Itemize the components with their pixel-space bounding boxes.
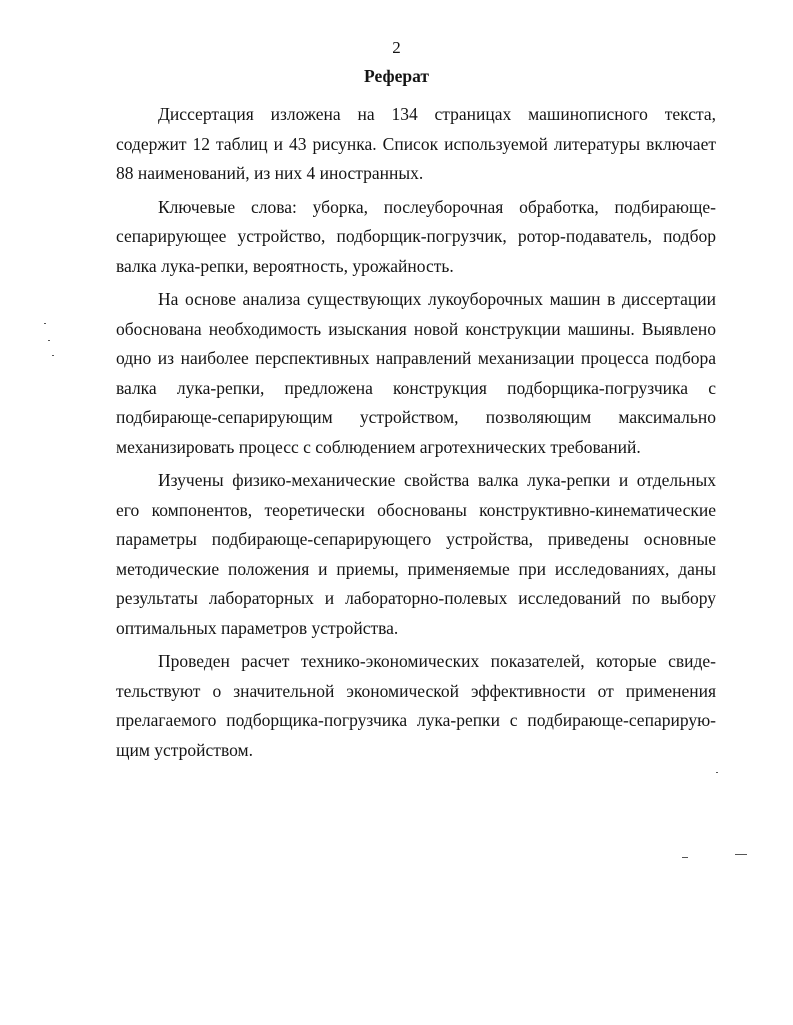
paragraph-economics: Проведен расчет технико-экономических показателей, которые свидетельствуют о значительной экономической эффективности от применения прелагаемого подборщика-погрузчика лука-репки с подбирающе-сепарирующим устройством. bbox=[116, 651, 716, 760]
scan-speck bbox=[44, 323, 46, 324]
scan-speck bbox=[735, 854, 747, 855]
paragraph-keywords: Ключевые слова: уборка, послеуборочная обработка, подбирающе-сепарирующее устройство, подборщик-погрузчик, ротор-подаватель, подбор валка лука-репки, вероятность, урожайность. bbox=[116, 196, 716, 276]
paragraph-research: Изучены физико-механические свойства валка лука-репки и отдельных его компонентов, теоретически обоснованы конструктивно-кинематические параметры подбирающе-сепарирующего устройства, приведены основные методические положения и приемы, применяемые при исследованиях, даны результаты лабораторных и лабораторно-полевых исследований по выбору оптимальных параметров устройства. bbox=[116, 470, 716, 638]
scan-speck bbox=[716, 772, 718, 773]
page-title: Реферат bbox=[364, 66, 429, 86]
paragraph-analysis: На основе анализа существующих лукоуборочных машин в диссертации обоснована необходимость изыскания новой конструкции машины. Выявлено одно из наиболее перспективных направлений механизации процесса подбора валка лука-репки, предложена конструкция подборщика-погрузчика с подбирающе-сепарирующим устройством, позволяющим максимально механизировать процесс с соблюдением агротехнических требований. bbox=[116, 289, 716, 457]
scan-speck bbox=[682, 857, 688, 858]
document-body bbox=[116, 100, 716, 769]
page-number: 2 bbox=[392, 38, 401, 57]
scan-speck bbox=[48, 340, 50, 341]
scan-speck bbox=[52, 355, 54, 356]
paragraph-scope: Диссертация изложена на 134 страницах машинописного текста, содержит 12 таблиц и 43 рисунка. Список используемой литературы включает 88 наименований, из них 4 иностранных. bbox=[116, 104, 716, 183]
